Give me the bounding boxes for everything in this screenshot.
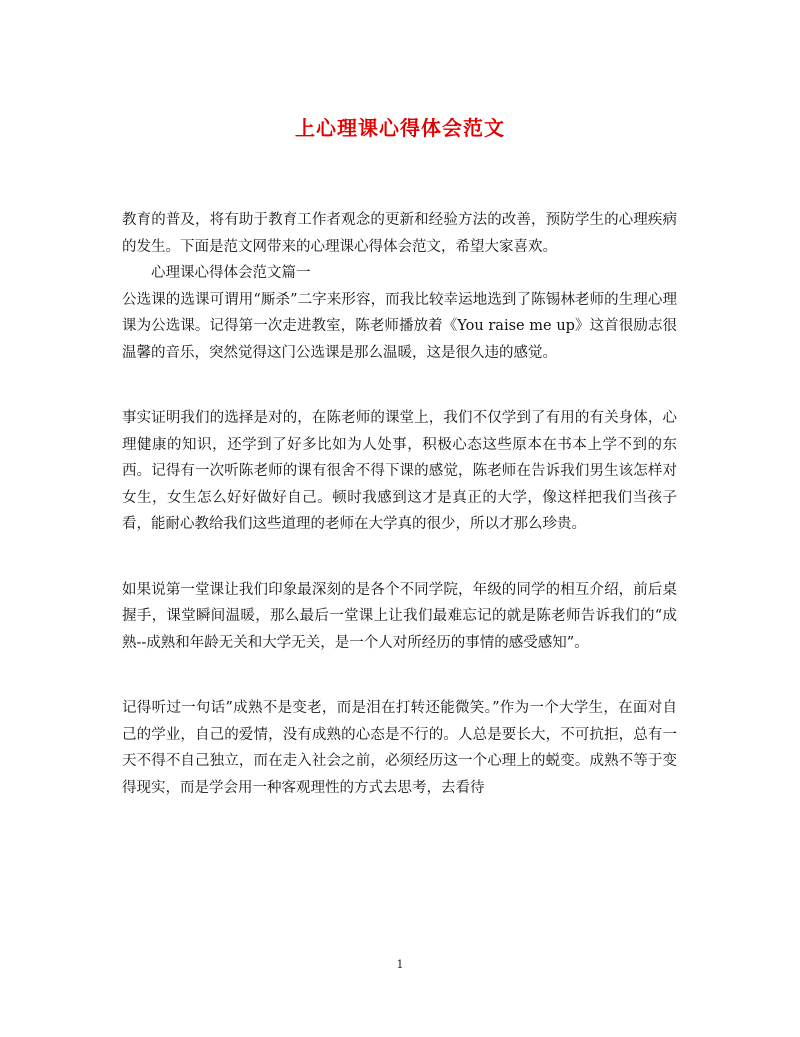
- body-paragraph-4: 记得听过一句话”成熟不是变老，而是泪在打转还能微笑。”作为一个大学生，在面对自己的学业，自己的爱情，没有成熟的心态是不行的。人总是要长大，不可抗拒，总有一天不得不自己独立，而在走入社会之前，必须经历这一个心理上的蜕变。成熟不等于变得现实，而是学会用一种客观理性的方式去思考，去看待: [122, 700, 677, 796]
- paragraph-spacer: [122, 366, 677, 405]
- document-title: 上心理课心得体会范文: [295, 116, 505, 140]
- intro-paragraph: 教育的普及，将有助于教育工作者观念的更新和经验方法的改善，预防学生的心理疾病的发生。下面是范文网带来的心理课心得体会范文，希望大家喜欢。: [122, 212, 677, 255]
- paragraph-spacer: [122, 538, 677, 577]
- document-body: [122, 207, 677, 801]
- body-paragraph-2: 事实证明我们的选择是对的，在陈老师的课堂上，我们不仅学到了有用的有关身体，心理健康的知识，还学到了好多比如为人处事，积极心态这些原本在书本上学不到的东西。记得有一次听陈老师的课有很舍不得下课的感觉，陈老师在告诉我们男生该怎样对女生，女生怎么好好做好自己。顿时我感到这才是真正的大学，像这样把我们当孩子看，能耐心教给我们这些道理的老师在大学真的很少，所以才那么珍贵。: [122, 410, 677, 532]
- paragraph-spacer: [122, 656, 677, 695]
- page-number: 1: [396, 958, 404, 971]
- body-paragraph-3: 如果说第一堂课让我们印象最深刻的是各个不同学院，年级的同学的相互介绍，前后桌握手，课堂瞬间温暖，那么最后一堂课上让我们最难忘记的就是陈老师告诉我们的“成熟--成熟和年龄无关和大学无关，是一个人对所经历的事情的感受感知”。: [122, 581, 677, 651]
- body-paragraph-1: 公选课的选课可谓用“厮杀”二字来形容，而我比较幸运地选到了陈锡林老师的生理心理课为公选课。记得第一次走进教室，陈老师播放着《You raise me up》这首很励志很温馨的音乐，突然觉得这门公选课是那么温暖，这是很久违的感觉。: [122, 291, 677, 361]
- section-heading: 心理课心得体会范文篇一: [151, 265, 311, 281]
